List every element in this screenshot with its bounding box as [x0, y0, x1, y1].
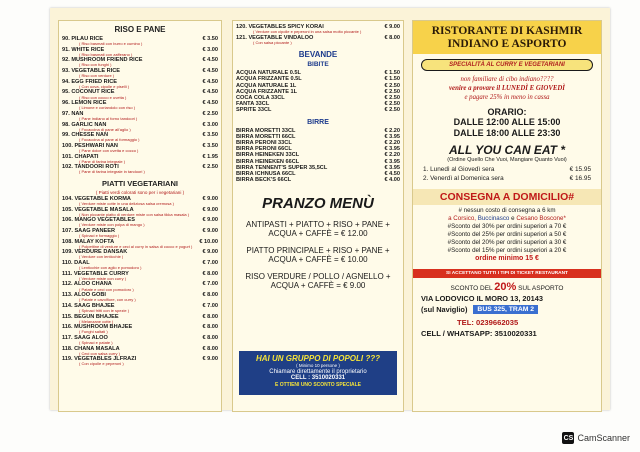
camscanner-label: CamScanner	[577, 433, 630, 443]
rice-bread-item-price: € 3.50	[202, 132, 218, 139]
drink-item-name: ACQUA FRIZZANTE 0.5L	[236, 76, 302, 83]
group-offer-title: HAI UN GRUPPO DI POPOLI ???	[255, 354, 380, 363]
promo-line-2: venire a provare il LUNEDÌ E GIOVEDÌ	[449, 85, 565, 92]
vegetarian-item-description: ( Patate e cavolfiore, con curry )	[79, 298, 136, 303]
pranzo-offer-2: PIATTO PRINCIPALE + RISO + PANE + ACQUA + CAFFÈ = € 10.00	[246, 245, 390, 264]
restaurant-subtitle: INDIANO E ASPORTO	[447, 38, 567, 50]
vegetarian-item-description: ( Verdure miste cotte in una deliziosa salsa cremosa )	[79, 202, 174, 207]
vegetarian-item-name: 119. VEGETABLES JLFRAZI	[62, 356, 137, 363]
vegetarian-item-price: € 8.00	[202, 324, 218, 331]
group-offer-minimum: ( Minimo 10 persone )	[296, 363, 340, 368]
pranzo-offer-1: ANTIPASTI + PIATTO + RISO + PANE + ACQUA + CAFFÈ = € 12.00	[246, 219, 390, 238]
extra-dish-item-description: ( Con salsa piccante )	[253, 40, 292, 45]
vegetarian-item-name: 114. SAAG BHAJEE	[62, 302, 115, 309]
delivery-area-buccinasco: Buccinasco	[477, 215, 510, 222]
drink-item-name: FANTA 33CL	[236, 100, 270, 107]
beers-list	[233, 128, 403, 183]
vegetarian-note: ( Piatti verdi colorati sono per i vegetariani )	[95, 189, 185, 195]
extra-dish-item-description: ( Verdure con cipolle e peperoni in una salsa molto piccante )	[253, 30, 362, 35]
beer-item-name: BIRRA BECK'S 66CL	[236, 176, 292, 183]
vegetarian-item-name: 113. ALOO GOBI	[62, 292, 106, 299]
discount-15: #Sconto del 15% per ordini superiori a 20 €	[447, 247, 567, 254]
vegetarian-item-description: ( Spinaci fritti con le spezie )	[79, 308, 130, 313]
beer-item-price: € 3.95	[384, 134, 400, 141]
beer-item-price: € 2.20	[384, 140, 400, 147]
group-offer-call: Chiamare direttamente il proprietario	[269, 369, 367, 375]
rice-bread-item-price: € 4.50	[202, 78, 218, 85]
vegetarian-item-price: € 10.00	[199, 238, 218, 245]
rice-bread-item-price: € 4.50	[202, 57, 218, 64]
vegetarian-item-description: ( Spinaci e formaggio )	[79, 234, 120, 239]
vegetarian-item-price: € 8.00	[202, 313, 218, 320]
vegetarian-item-price: € 7.00	[202, 302, 218, 309]
drink-item-price: € 2.50	[384, 100, 400, 107]
drink-item-price: € 1.50	[384, 70, 400, 77]
drinks-list	[233, 70, 403, 113]
drink-item-price: € 2.50	[384, 94, 400, 101]
rice-bread-item-name: 101. CHAPATI	[62, 153, 99, 160]
vegetarian-item-description: ( Non piccante piatto di verdure miste con salsa tikka masala )	[79, 212, 190, 217]
drink-item-name: ACQUA NATURALE 1L	[236, 82, 297, 89]
vegetarian-item-price: € 9.00	[202, 228, 218, 234]
vegetarian-item-price: € 9.00	[202, 217, 218, 224]
beer-item-price: € 2.20	[384, 152, 400, 159]
drink-item-price: € 2.50	[384, 88, 400, 95]
rice-bread-item-name: 95. COCONUT RICE	[62, 89, 115, 96]
vegetarian-item-name: 118. CHANA MASALA	[62, 345, 120, 352]
vegetarian-item-description: ( Polpettine di verdure e ceci al curry in salsa di cocco e yogurt )	[79, 244, 193, 249]
rice-bread-item-description: ( Pane indiano al forno tandoori )	[79, 116, 138, 121]
menu-column-left	[58, 20, 222, 412]
takeaway-discount-label: SCONTO DEL	[450, 285, 493, 292]
section-title-drinks: BEVANDE	[298, 50, 338, 60]
rice-bread-item-name: 93. VEGETABLE RICE	[62, 68, 121, 75]
ticket-banner: SI ACCETTANO TUTTI I TIPI DI TICKET RESTAURANT	[413, 269, 601, 278]
extra-dish-item-name: 121. VEGETABLE VINDALOO	[236, 34, 314, 41]
restaurant-name: RISTORANTE DI KASHMIR	[431, 25, 583, 37]
drink-item-price: € 1.50	[384, 76, 400, 83]
rice-bread-item-name: 98. GARLIC NAN	[62, 121, 107, 128]
discount-20: #Sconto del 20% per ordini superiori a 30 €	[447, 239, 567, 246]
menu-column-middle	[232, 20, 404, 412]
rice-bread-item-name: 94. EGG FRIED RICE	[62, 78, 118, 85]
vegetarian-item-name: 109. VERDURE DANSAK	[62, 249, 128, 256]
camscanner-logo-icon: CS	[562, 432, 574, 444]
extra-dish-item-name: 120. VEGETABLES SPICY KORAI	[236, 24, 324, 30]
beer-item-price: € 3.95	[384, 146, 400, 153]
vegetarian-item-description: ( Ceci con salsa curry )	[79, 351, 120, 356]
beer-item-name: BIRRA ICHNUSA 66CL	[236, 170, 296, 177]
delivery-areas	[413, 215, 601, 223]
rice-bread-item-name: 90. PILAU RICE	[62, 36, 104, 42]
section-title-rice-bread: RISO E PANE	[114, 25, 166, 34]
rice-bread-item-price: € 3.50	[202, 142, 218, 149]
extra-dishes-list	[233, 24, 403, 45]
hours-lunch: DALLE 12:00 ALLE 15:00	[453, 117, 561, 127]
drink-item	[233, 107, 403, 113]
vegetarian-item-name: 108. MALAY KOFTA	[62, 238, 115, 245]
vegetarian-item-price: € 9.00	[202, 206, 218, 213]
location-row	[413, 305, 601, 314]
vegetarian-item-price: € 8.00	[202, 345, 218, 352]
rice-bread-item-name: 100. PESHWARI NAN	[62, 142, 118, 149]
minimum-order: ordine minimo 15 €	[475, 255, 539, 262]
rice-bread-item-description: ( Riso con verdure )	[79, 74, 115, 79]
delivery-info	[413, 207, 601, 263]
vegetarian-item-name: 117. SAAG ALOO	[62, 334, 108, 341]
rice-bread-item-description: ( Pane di farina integrale )	[79, 159, 126, 164]
beer-item-price: € 2.20	[384, 128, 400, 135]
extra-dish-item-price: € 8.00	[384, 34, 400, 41]
vegetarian-item-description: ( Lenticchie con aglio e pomodoro )	[79, 266, 142, 271]
pranzo-offer-3: RISO VERDURE / POLLO / AGNELLO + ACQUA + CAFFÈ = € 9.00	[245, 271, 391, 290]
beer-item-name: BIRRA TENNENT'S SUPER 35,5CL	[236, 164, 328, 171]
vegetarian-item-name: 107. SAAG PANEER	[62, 228, 116, 234]
vegetarian-item-description: ( Verdure con lenticchie )	[79, 255, 124, 260]
specialty-banner: SPECIALITÀ AL CURRY E VEGETARIANI	[421, 59, 593, 71]
all-you-can-eat-subtitle: (Ordine Quello Che Vuoi, Mangiare Quanto Vuoi)	[447, 157, 567, 163]
ayce-weekend-row	[413, 174, 601, 183]
delivery-free-km: # nessun costo di consegna a 6 km	[458, 207, 556, 214]
rice-bread-item-price: € 2.50	[202, 110, 218, 117]
rice-bread-item-description: ( Pane di farina integrale in tandoori )	[79, 170, 145, 175]
vegetarian-item-price: € 9.00	[202, 195, 218, 202]
rice-bread-item-name: 92. MUSHROOM FRIEND RICE	[62, 57, 143, 64]
hours-label: ORARIO:	[487, 107, 527, 117]
ayce-weekend-price: € 16.95	[569, 175, 591, 182]
vegetarian-item-description: ( Funghi saltati )	[79, 330, 108, 335]
rice-bread-item-description: ( Pane dolce con uvetta e cocco )	[79, 148, 139, 153]
beer-item-name: BIRRA PERONI 33CL	[236, 140, 292, 147]
promo-text	[413, 75, 601, 102]
hours-dinner: DALLE 18:00 ALLE 23:30	[453, 128, 561, 138]
discount-25: #Sconto del 25% per ordini superiori a 50 €	[447, 231, 567, 238]
vegetarian-item-price: € 9.00	[202, 356, 218, 363]
rice-bread-item-description: ( Con uova, cipolle e piselli )	[79, 84, 130, 89]
delivery-title: CONSEGNA A DOMICILIO#	[413, 189, 601, 205]
rice-bread-list	[59, 36, 221, 175]
vegetarian-item-price: € 8.00	[202, 270, 218, 277]
rice-bread-item-description: ( Riso con funghi )	[79, 63, 112, 68]
beer-item-price: € 3.95	[384, 164, 400, 171]
rice-bread-item-name: 99. CHESSE NAN	[62, 132, 109, 139]
vegetarian-item-name: 116. MUSHROOM BHAJEE	[62, 324, 133, 331]
rice-bread-item-price: € 3.00	[202, 46, 218, 53]
section-title-vegetarian: PIATTI VEGETARIANI	[102, 178, 178, 188]
vegetarian-item-name: 112. ALOO CHANA	[62, 281, 112, 288]
cell-whatsapp: CELL / WHATSAPP: 3510020331	[421, 329, 537, 338]
ayce-weekday-row	[413, 165, 601, 174]
rice-bread-item-price: € 4.50	[202, 100, 218, 107]
group-offer-banner	[239, 351, 397, 395]
drink-item-price: € 2.50	[384, 82, 400, 89]
beer-item	[233, 177, 403, 183]
drink-item-name: COCA COLA 33CL	[236, 94, 285, 101]
extra-dish-item-price: € 9.00	[384, 24, 400, 30]
delivery-area-and: e	[511, 215, 515, 222]
promo-line-1: non familiare di cibo indiano????	[460, 76, 554, 83]
beer-item-price: € 4.00	[384, 176, 400, 183]
drink-item-name: ACQUA FRIZZANTE 1L	[236, 88, 298, 95]
promo-line-3: e pagare 25% in meno in cassa	[464, 94, 550, 101]
vegetarian-item-description: ( Spinaci e patate )	[79, 340, 113, 345]
rice-bread-item-name: 97. NAN	[62, 110, 84, 117]
rice-bread-item-price: € 1.95	[202, 153, 218, 160]
telephone: TEL: 0239662035	[457, 318, 519, 327]
vegetarian-list	[59, 196, 221, 367]
vegetarian-item-description: ( Patate e ceci con pomodoro )	[79, 287, 134, 292]
vegetarian-item-name: 105. VEGETABLE MASALA	[62, 206, 134, 213]
rice-bread-item-description: ( Focaccina al pane al formaggio )	[79, 138, 140, 143]
vegetarian-item-name: 111. VEGETABLE CURRY	[62, 270, 129, 277]
delivery-area-cesano: Cesano Boscone*	[516, 215, 566, 222]
vegetarian-item-price: € 8.00	[202, 334, 218, 341]
menu-sheet	[50, 8, 610, 410]
group-offer-discount: E OTTIENI UNO SCONTO SPECIALE	[274, 382, 362, 388]
vegetarian-item-name: 106. MANGO VEGETABLES	[62, 217, 135, 224]
vegetarian-item-name: 104. VEGETABLE KORMA	[62, 195, 131, 202]
drink-item-price: € 2.50	[384, 106, 400, 113]
rice-bread-item-name: 96. LEMON RICE	[62, 100, 107, 107]
rice-bread-item-price: € 3.00	[202, 121, 218, 128]
pranzo-title: PRANZO MENÙ	[262, 194, 374, 212]
section-title-soft-drinks: BIBITE	[307, 61, 329, 69]
rice-bread-item-description: ( Focaccina di pane all'aglio )	[79, 127, 131, 132]
beer-item-price: € 4.50	[384, 170, 400, 177]
delivery-area-corsico: a Corsico,	[448, 215, 476, 222]
menu-column-right	[412, 20, 602, 412]
rice-bread-item-description: ( Riso con cocco e uvetta )	[79, 95, 127, 100]
camscanner-watermark	[562, 432, 630, 444]
vegetarian-item-description: ( Verdure miste con curry )	[79, 276, 127, 281]
vegetarian-item-description: ( Verdure miste con polpa di mango )	[79, 223, 145, 228]
rice-bread-item-description: ( Limone e coriandolo con riso )	[79, 106, 136, 111]
vegetarian-item-price: € 8.00	[202, 292, 218, 299]
rice-bread-item-price: € 4.50	[202, 89, 218, 96]
vegetarian-item-name: 110. DAAL	[62, 260, 90, 267]
restaurant-header	[413, 21, 601, 54]
beer-item-name: BIRRA HEINEKEN 66CL	[236, 158, 300, 165]
ayce-weekend-label: 2. Venerdì al Domenica sera	[423, 175, 504, 182]
vegetarian-item-price: € 7.00	[202, 281, 218, 288]
transport-badge: BUS 325, TRAM 2	[473, 305, 538, 314]
drink-item-name: ACQUA NATURALE 0.5L	[236, 70, 301, 77]
drink-item-name: SPRITE 33CL	[236, 106, 272, 113]
opening-hours	[413, 107, 601, 139]
takeaway-discount	[413, 281, 601, 293]
ayce-weekday-label: 1. Lunedì al Giovedì sera	[423, 166, 495, 173]
rice-bread-item-price: € 4.50	[202, 68, 218, 75]
vegetarian-item-description: ( Con cipolle e peperoni )	[79, 362, 124, 367]
discount-30: #Sconto del 30% per ordini superiori a 70 €	[447, 223, 567, 230]
rice-bread-item-description: ( Riso basmati con burro e cumino )	[79, 42, 143, 47]
all-you-can-eat-title: ALL YOU CAN EAT *	[448, 143, 565, 157]
rice-bread-item-price: € 2.50	[202, 164, 218, 171]
beer-item-name: BIRRA PERONI 66CL	[236, 146, 292, 153]
rice-bread-item-name: 91. WHITE RICE	[62, 46, 105, 53]
vegetarian-item-price: € 7.00	[202, 260, 218, 267]
beer-item-name: BIRRA MORETTI 66CL	[236, 134, 296, 141]
takeaway-discount-suffix: SUL ASPORTO	[518, 285, 564, 292]
address: VIA LODOVICO IL MORO 13, 20143	[421, 294, 543, 303]
naviglio-label: (sul Naviglio)	[421, 305, 468, 314]
vegetarian-item-price: € 9.00	[202, 249, 218, 256]
rice-bread-item-name: 102. TANDOORI ROTI	[62, 164, 119, 171]
takeaway-discount-value: 20%	[494, 281, 517, 293]
group-offer-phone: CELL : 3510020331	[290, 375, 346, 381]
rice-bread-item-description: ( Riso basmati con zafferano )	[79, 52, 133, 57]
vegetarian-item-description: ( Melanzane cotte )	[79, 319, 114, 324]
section-title-beers: BIRRE	[307, 119, 329, 127]
beer-item-name: BIRRA HEINEKEN 33CL	[236, 152, 300, 159]
vegetarian-item-name: 115. BEGUN BHAJEE	[62, 313, 119, 320]
beer-item-price: € 3.95	[384, 158, 400, 165]
ayce-weekday-price: € 15.95	[569, 166, 591, 173]
rice-bread-item-price: € 3.50	[202, 36, 218, 42]
beer-item-name: BIRRA MORETTI 33CL	[236, 128, 296, 135]
